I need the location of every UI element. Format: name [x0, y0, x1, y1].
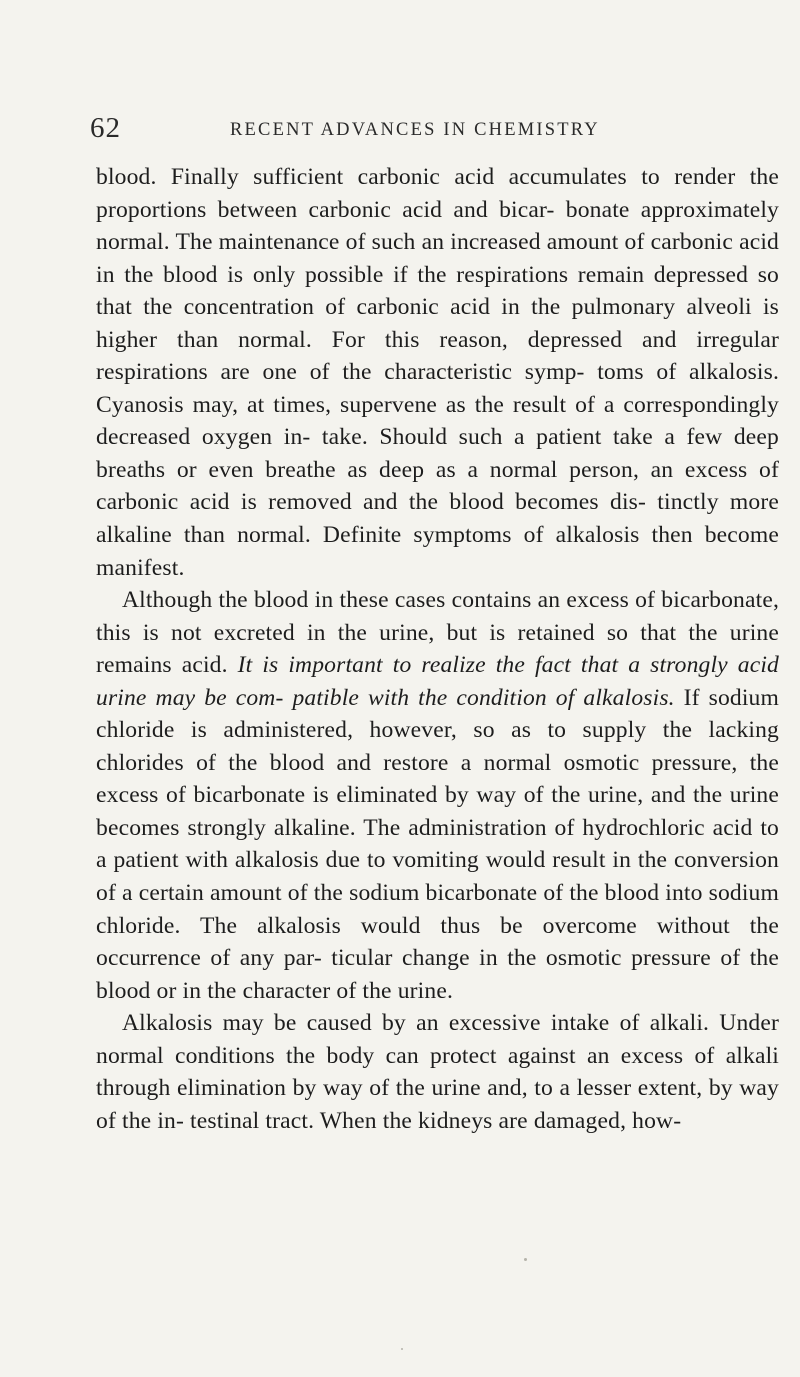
paper-speck [524, 1258, 527, 1261]
page-header [90, 112, 780, 156]
body-text [96, 161, 779, 1137]
page-number: 62 [90, 112, 121, 144]
running-head: RECENT ADVANCES IN CHEMISTRY [230, 120, 600, 140]
paragraph-text: blood. Finally sufficient carbonic acid accumulates to render the proportions between carbonic acid and bicar- bonate approximately normal. The maintenance of such an increased amount of carbonic acid in the blood is only possible if the respirations remain depressed so that the concentration of carbonic acid in the pulmonary alveoli is higher than normal. For this reason, depressed and irregular respirations are one of the characteristic symp- toms of alkalosis. Cyanosis may, at times, supervene as the result of a correspondingly decreased oxygen in- take. Should such a patient take a few deep breaths or even breathe as deep as a normal person, an excess of carbonic acid is removed and the blood becomes dis- tinctly more alkaline than normal. Definite symptoms of alkalosis then become manifest. [96, 164, 779, 581]
paragraph-text: If sodium chloride is administered, however, so as to supply the lacking chlorides of the blood and restore a normal osmotic pressure, the excess of bicarbonate is eliminated by way of the urine, and the urine becomes strongly alkaline. The administration of hydrochloric acid to a patient with alkalosis due to vomiting would result in the conversion of a certain amount of the sodium bicarbonate of the blood into sodium chloride. The alkalosis would thus be overcome without the occurrence of any par- ticular change in the osmotic pressure of the blood or in the character of the urine. [96, 684, 779, 1004]
paragraph-text: Although the blood in these cases contains an excess of bicarbonate, this is not excreted in the urine, but is retained so that the urine remains acid. [96, 587, 779, 679]
paper-speck [401, 1348, 403, 1350]
italic-emphasis: It is important to realize the fact that a strongly acid urine may be com- patible with the condition of alkalosis. [96, 652, 779, 711]
paragraph [96, 1007, 779, 1137]
paragraph [96, 161, 779, 584]
paragraph-text: Alkalosis may be caused by an excessive intake of alkali. Under normal conditions the body can protect against an excess of alkali through elimination by way of the urine and, to a lesser extent, by way of the in- testinal tract. When the kidneys are damaged, how- [96, 1010, 779, 1134]
paragraph [96, 584, 779, 1007]
